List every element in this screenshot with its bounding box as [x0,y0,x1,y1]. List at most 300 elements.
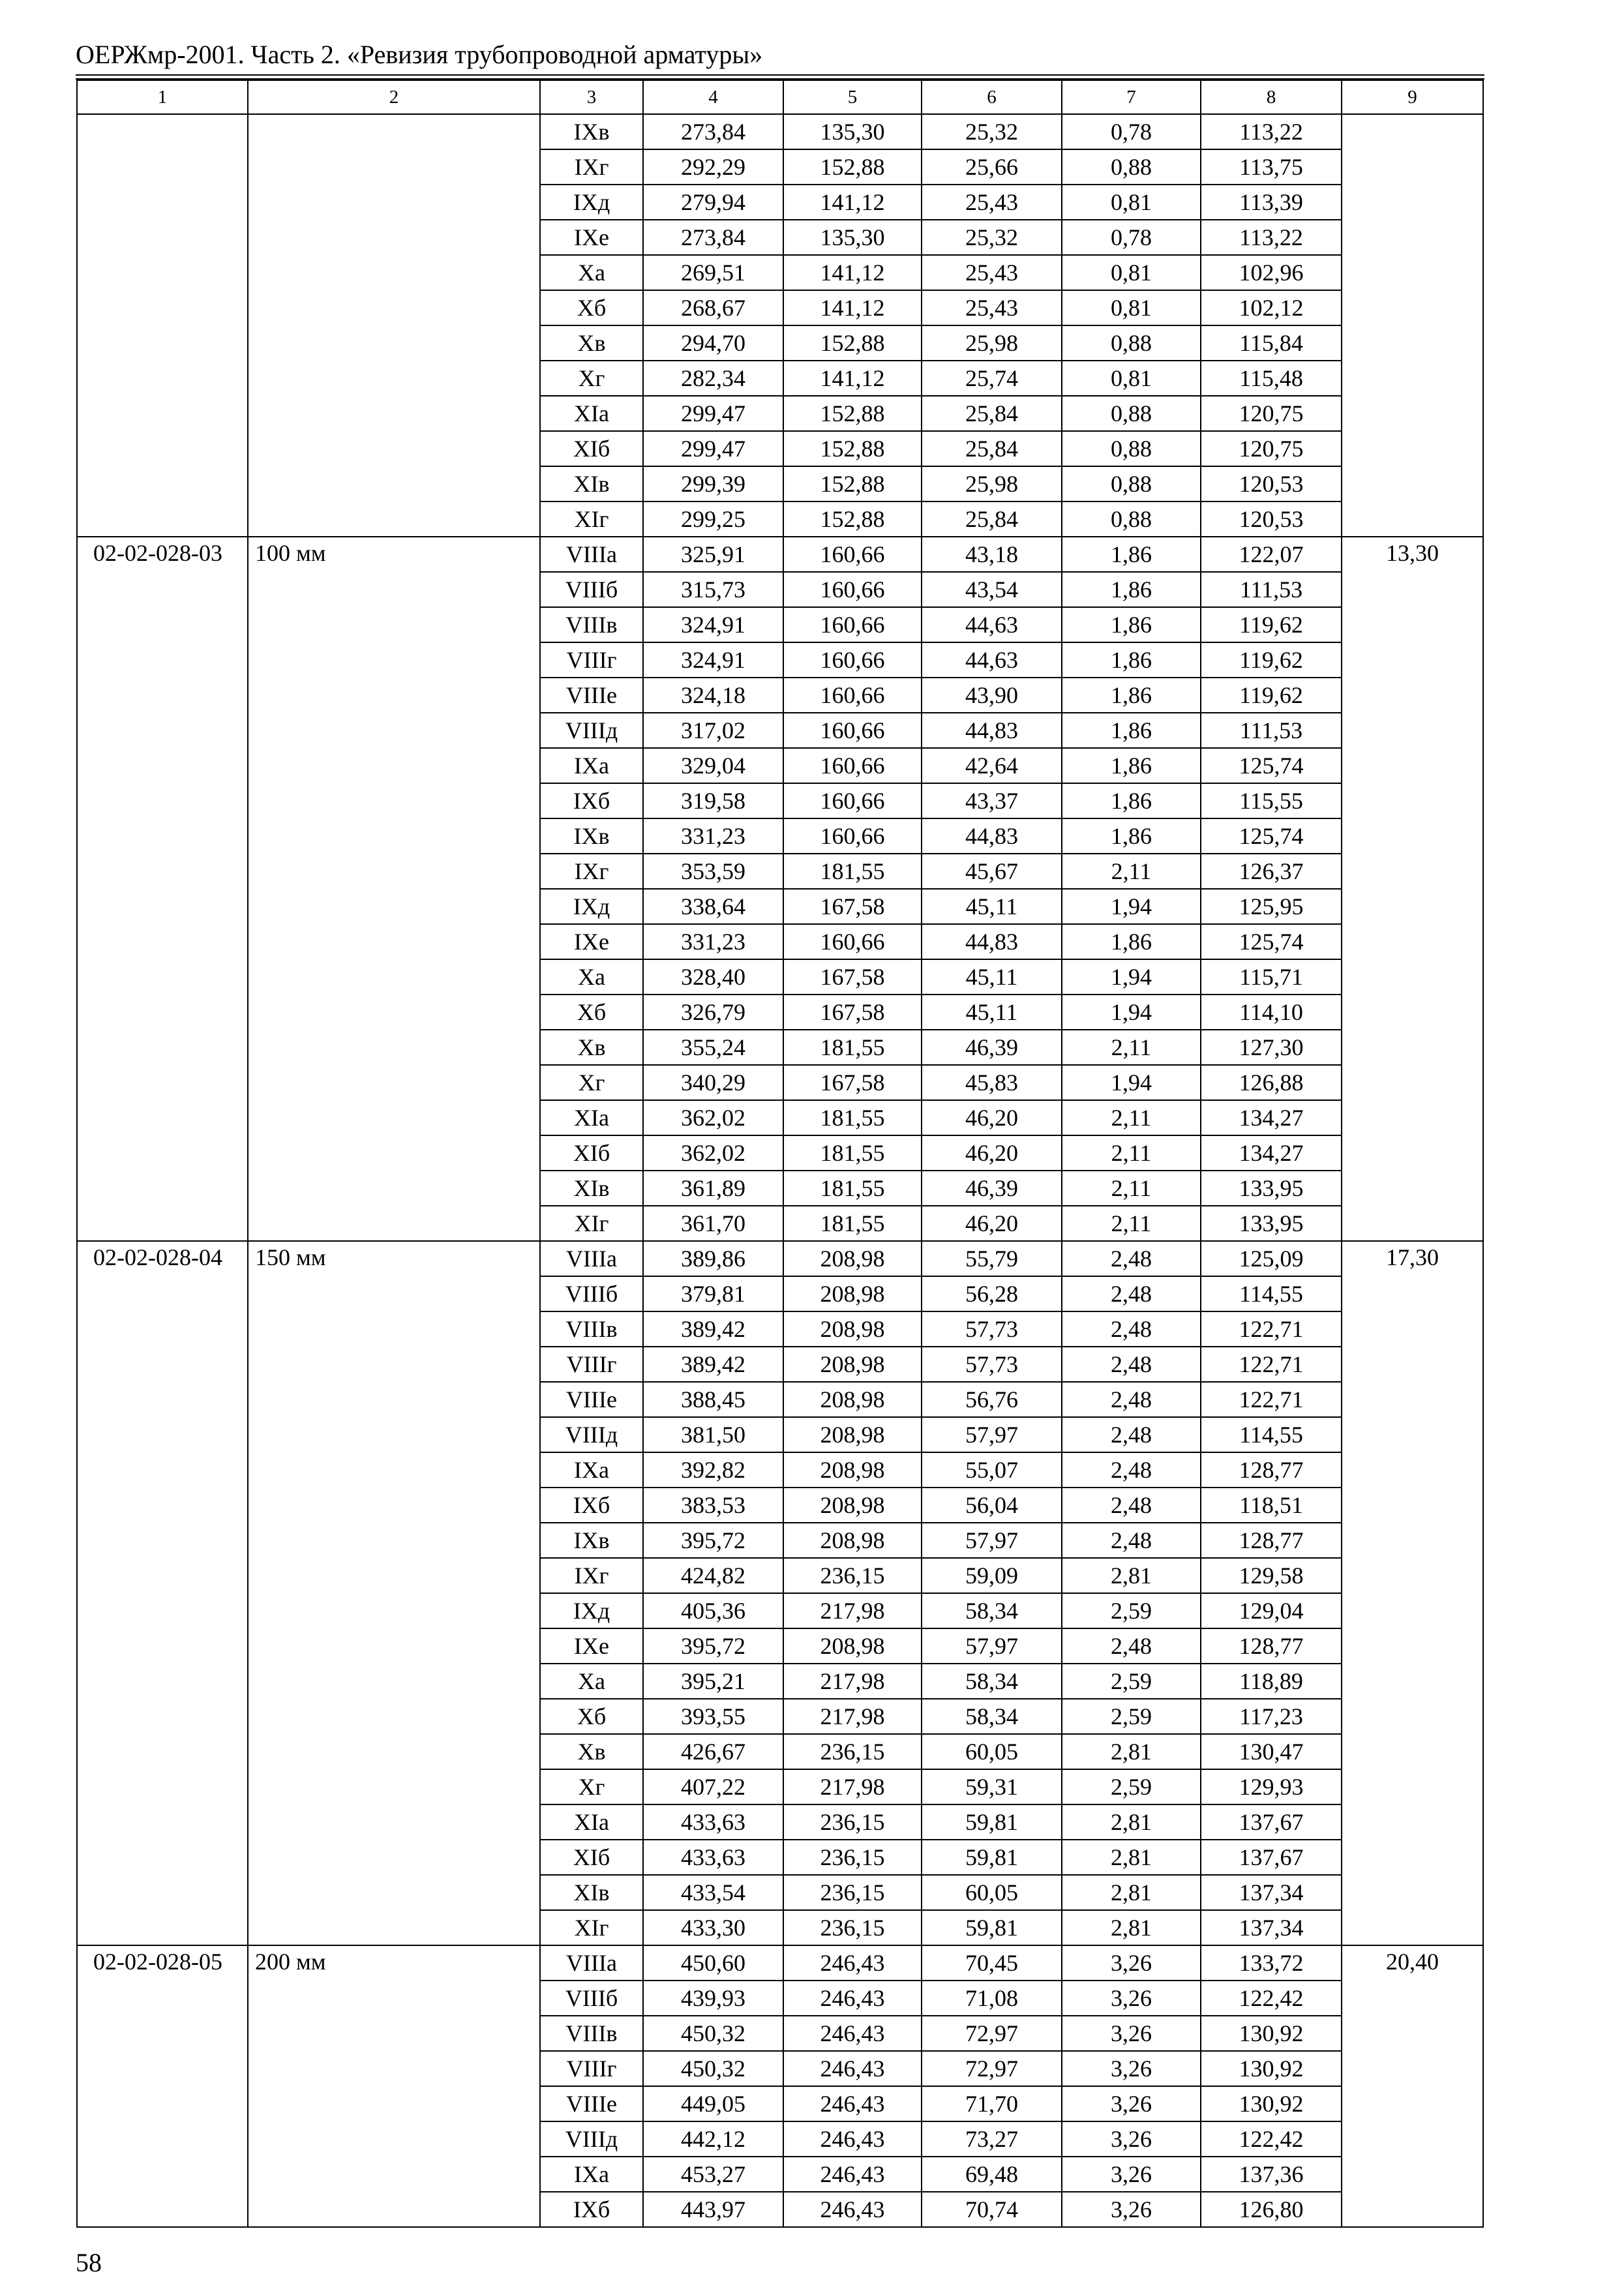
zone-cell: VIIIе [540,2086,643,2121]
zone-cell: IXд [540,185,643,220]
zone-cell: IXв [540,114,643,149]
value-cell-col4: 439,93 [643,1981,783,2016]
page-number: 58 [76,2248,102,2277]
value-cell-col8: 120,53 [1201,501,1342,537]
value-cell-col8: 130,92 [1201,2051,1342,2086]
column-number-7: 7 [1062,80,1201,114]
value-cell-col4: 426,67 [643,1734,783,1769]
value-cell-col6: 45,67 [922,854,1062,889]
value-cell-col6: 45,11 [922,995,1062,1030]
value-cell-col8: 137,34 [1201,1875,1342,1910]
value-cell-col4: 324,91 [643,607,783,642]
value-cell-col8: 134,27 [1201,1100,1342,1135]
diameter-cell: 200 мм [248,1945,540,2227]
value-cell-col6: 46,39 [922,1171,1062,1206]
value-cell-col8: 125,09 [1201,1241,1342,1276]
value-cell-col8: 122,71 [1201,1382,1342,1417]
zone-cell: IXд [540,1593,643,1628]
value-cell-col7: 1,86 [1062,572,1201,607]
zone-cell: XIв [540,1171,643,1206]
value-cell-col5: 246,43 [783,2016,922,2051]
value-cell-col6: 25,84 [922,396,1062,431]
value-cell-col8: 113,39 [1201,185,1342,220]
value-cell-col7: 3,26 [1062,2192,1201,2227]
value-cell-col7: 1,86 [1062,607,1201,642]
value-cell-col8: 128,77 [1201,1628,1342,1664]
value-cell-col5: 208,98 [783,1241,922,1276]
value-cell-col8: 120,75 [1201,431,1342,466]
diameter-cell [248,114,540,537]
zone-cell: Xа [540,959,643,995]
zone-cell: IXб [540,1488,643,1523]
value-cell-col6: 42,64 [922,748,1062,783]
value-cell-col5: 160,66 [783,607,922,642]
value-cell-col8: 122,42 [1201,1981,1342,2016]
zone-cell: Xа [540,1664,643,1699]
diameter-cell: 100 мм [248,537,540,1241]
value-cell-col6: 58,34 [922,1593,1062,1628]
value-cell-col4: 326,79 [643,995,783,1030]
value-cell-col5: 181,55 [783,1135,922,1171]
header-rule [76,74,1484,76]
value-cell-col4: 379,81 [643,1276,783,1311]
value-cell-col4: 273,84 [643,220,783,255]
zone-cell: XIа [540,396,643,431]
table-row [77,537,1483,572]
zone-cell: Xб [540,995,643,1030]
value-cell-col8: 114,55 [1201,1417,1342,1452]
value-cell-col8: 133,72 [1201,1945,1342,1981]
value-cell-col8: 133,95 [1201,1171,1342,1206]
value-cell-col7: 3,26 [1062,2086,1201,2121]
zone-cell: XIв [540,1875,643,1910]
value-cell-col5: 217,98 [783,1769,922,1804]
value-cell-col4: 292,29 [643,149,783,185]
zone-cell: IXд [540,889,643,924]
value-cell-col4: 450,32 [643,2051,783,2086]
value-cell-col7: 2,48 [1062,1311,1201,1347]
value-cell-col5: 167,58 [783,1065,922,1100]
value-cell-col4: 361,89 [643,1171,783,1206]
value-cell-col8: 114,10 [1201,995,1342,1030]
zone-cell: IXв [540,1523,643,1558]
column-number-row [77,80,1483,114]
value-cell-col4: 362,02 [643,1100,783,1135]
value-cell-col7: 1,86 [1062,748,1201,783]
value-cell-col6: 70,74 [922,2192,1062,2227]
value-cell-col6: 44,83 [922,713,1062,748]
value-cell-col8: 137,34 [1201,1910,1342,1945]
value-cell-col5: 141,12 [783,290,922,325]
value-cell-col4: 433,63 [643,1840,783,1875]
value-cell-col5: 152,88 [783,149,922,185]
value-cell-col6: 72,97 [922,2051,1062,2086]
value-cell-col4: 315,73 [643,572,783,607]
value-cell-col4: 383,53 [643,1488,783,1523]
value-cell-col5: 246,43 [783,1981,922,2016]
value-cell-col8: 122,71 [1201,1347,1342,1382]
value-cell-col6: 43,90 [922,678,1062,713]
value-cell-col4: 442,12 [643,2121,783,2157]
rate-code-cell: 02-02-028-05 [77,1945,248,2227]
value-cell-col6: 73,27 [922,2121,1062,2157]
value-cell-col5: 135,30 [783,220,922,255]
value-cell-col7: 2,81 [1062,1804,1201,1840]
value-cell-col8: 129,04 [1201,1593,1342,1628]
value-cell-col7: 1,86 [1062,783,1201,818]
value-cell-col8: 137,67 [1201,1804,1342,1840]
value-cell-col5: 141,12 [783,185,922,220]
table-body [77,114,1483,2227]
value-cell-col4: 324,91 [643,642,783,678]
value-cell-col6: 25,98 [922,325,1062,361]
zone-cell: IXа [540,1452,643,1488]
zone-cell: IXг [540,1558,643,1593]
value-cell-col7: 0,78 [1062,114,1201,149]
value-cell-col4: 395,72 [643,1628,783,1664]
value-cell-col8: 120,53 [1201,466,1342,501]
value-cell-col8: 130,47 [1201,1734,1342,1769]
value-cell-col7: 1,86 [1062,678,1201,713]
value-cell-col6: 71,08 [922,1981,1062,2016]
zone-cell: XIб [540,431,643,466]
value-cell-col6: 43,18 [922,537,1062,572]
value-cell-col4: 353,59 [643,854,783,889]
value-cell-col8: 133,95 [1201,1206,1342,1241]
value-cell-col4: 338,64 [643,889,783,924]
document-header-title: ОЕРЖмр-2001. Часть 2. «Ревизия трубопроводной арматуры» [76,40,763,69]
value-cell-col7: 1,86 [1062,924,1201,959]
zone-cell: XIа [540,1804,643,1840]
value-cell-col5: 236,15 [783,1558,922,1593]
value-cell-col7: 3,26 [1062,2051,1201,2086]
value-cell-col4: 389,86 [643,1241,783,1276]
value-cell-col5: 236,15 [783,1840,922,1875]
value-cell-col5: 167,58 [783,889,922,924]
value-cell-col7: 0,88 [1062,325,1201,361]
value-cell-col5: 152,88 [783,466,922,501]
value-cell-col8: 137,36 [1201,2157,1342,2192]
value-cell-col4: 453,27 [643,2157,783,2192]
zone-cell: VIIIв [540,607,643,642]
zone-cell: VIIIв [540,2016,643,2051]
value-cell-col5: 208,98 [783,1311,922,1347]
value-cell-col6: 60,05 [922,1875,1062,1910]
value-cell-col8: 115,55 [1201,783,1342,818]
value-cell-col5: 160,66 [783,678,922,713]
column-number-5: 5 [783,80,922,114]
zone-cell: VIIIб [540,572,643,607]
zone-cell: XIб [540,1135,643,1171]
value-cell-col7: 1,94 [1062,889,1201,924]
value-cell-col4: 331,23 [643,818,783,854]
value-cell-col4: 269,51 [643,255,783,290]
value-cell-col5: 208,98 [783,1276,922,1311]
value-cell-col8: 120,75 [1201,396,1342,431]
value-cell-col4: 389,42 [643,1347,783,1382]
zone-cell: XIг [540,501,643,537]
value-cell-col7: 1,86 [1062,713,1201,748]
value-cell-col4: 299,25 [643,501,783,537]
column-9-value-cell: 17,30 [1342,1241,1483,1945]
value-cell-col4: 395,72 [643,1523,783,1558]
zone-cell: Xв [540,1734,643,1769]
value-cell-col7: 2,59 [1062,1699,1201,1734]
value-cell-col8: 119,62 [1201,607,1342,642]
value-cell-col8: 129,93 [1201,1769,1342,1804]
value-cell-col7: 0,81 [1062,255,1201,290]
value-cell-col8: 113,75 [1201,149,1342,185]
value-cell-col6: 25,84 [922,431,1062,466]
value-cell-col6: 46,20 [922,1100,1062,1135]
value-cell-col7: 2,81 [1062,1558,1201,1593]
value-cell-col7: 2,11 [1062,1135,1201,1171]
value-cell-col8: 118,89 [1201,1664,1342,1699]
zone-cell: VIIIд [540,713,643,748]
zone-cell: VIIIг [540,2051,643,2086]
value-cell-col4: 449,05 [643,2086,783,2121]
value-cell-col7: 1,86 [1062,642,1201,678]
value-cell-col5: 208,98 [783,1382,922,1417]
value-cell-col7: 2,11 [1062,1030,1201,1065]
value-cell-col8: 125,74 [1201,748,1342,783]
value-cell-col8: 114,55 [1201,1276,1342,1311]
value-cell-col7: 2,81 [1062,1734,1201,1769]
value-cell-col8: 128,77 [1201,1452,1342,1488]
value-cell-col6: 25,98 [922,466,1062,501]
value-cell-col5: 160,66 [783,572,922,607]
value-cell-col5: 217,98 [783,1593,922,1628]
value-cell-col7: 1,94 [1062,1065,1201,1100]
value-cell-col5: 160,66 [783,924,922,959]
value-cell-col4: 389,42 [643,1311,783,1347]
zone-cell: VIIIб [540,1981,643,2016]
zone-cell: VIIIб [540,1276,643,1311]
value-cell-col5: 236,15 [783,1734,922,1769]
value-cell-col5: 160,66 [783,642,922,678]
zone-cell: VIIIе [540,1382,643,1417]
value-cell-col5: 152,88 [783,501,922,537]
zone-cell: Xг [540,1769,643,1804]
value-cell-col6: 43,37 [922,783,1062,818]
column-number-2: 2 [248,80,540,114]
value-cell-col5: 160,66 [783,537,922,572]
value-cell-col4: 393,55 [643,1699,783,1734]
value-cell-col7: 3,26 [1062,2157,1201,2192]
value-cell-col4: 450,60 [643,1945,783,1981]
value-cell-col4: 324,18 [643,678,783,713]
value-cell-col5: 152,88 [783,431,922,466]
value-cell-col7: 2,81 [1062,1910,1201,1945]
zone-cell: VIIIг [540,1347,643,1382]
value-cell-col4: 331,23 [643,924,783,959]
value-cell-col5: 246,43 [783,2121,922,2157]
value-cell-col6: 44,63 [922,642,1062,678]
value-cell-col5: 236,15 [783,1875,922,1910]
value-cell-col8: 122,42 [1201,2121,1342,2157]
value-cell-col5: 181,55 [783,1100,922,1135]
value-cell-col6: 46,20 [922,1206,1062,1241]
value-cell-col5: 208,98 [783,1347,922,1382]
column-number-9: 9 [1342,80,1483,114]
value-cell-col7: 0,88 [1062,149,1201,185]
value-cell-col7: 0,88 [1062,466,1201,501]
value-cell-col5: 217,98 [783,1699,922,1734]
rate-code-cell: 02-02-028-04 [77,1241,248,1945]
value-cell-col8: 115,48 [1201,361,1342,396]
value-cell-col4: 361,70 [643,1206,783,1241]
value-cell-col6: 25,32 [922,220,1062,255]
value-cell-col5: 217,98 [783,1664,922,1699]
zone-cell: IXа [540,748,643,783]
value-cell-col6: 25,74 [922,361,1062,396]
zone-cell: Xб [540,290,643,325]
value-cell-col5: 208,98 [783,1628,922,1664]
value-cell-col4: 433,63 [643,1804,783,1840]
zone-cell: VIIIв [540,1311,643,1347]
value-cell-col4: 294,70 [643,325,783,361]
rate-code-cell [77,114,248,537]
value-cell-col6: 25,84 [922,501,1062,537]
value-cell-col6: 72,97 [922,2016,1062,2051]
value-cell-col6: 57,73 [922,1347,1062,1382]
value-cell-col6: 43,54 [922,572,1062,607]
value-cell-col5: 181,55 [783,1206,922,1241]
value-cell-col7: 2,48 [1062,1347,1201,1382]
value-cell-col6: 71,70 [922,2086,1062,2121]
value-cell-col4: 340,29 [643,1065,783,1100]
value-cell-col7: 0,88 [1062,501,1201,537]
value-cell-col7: 0,81 [1062,290,1201,325]
zone-cell: IXб [540,783,643,818]
value-cell-col4: 388,45 [643,1382,783,1417]
value-cell-col6: 57,73 [922,1311,1062,1347]
value-cell-col6: 44,83 [922,924,1062,959]
value-cell-col7: 2,81 [1062,1840,1201,1875]
zone-cell: XIв [540,466,643,501]
value-cell-col5: 246,43 [783,2192,922,2227]
value-cell-col6: 46,20 [922,1135,1062,1171]
value-cell-col6: 59,81 [922,1910,1062,1945]
zone-cell: VIIIд [540,1417,643,1452]
zone-cell: IXе [540,220,643,255]
value-cell-col6: 45,11 [922,889,1062,924]
value-cell-col8: 130,92 [1201,2086,1342,2121]
column-9-value-cell [1342,114,1483,537]
value-cell-col4: 299,39 [643,466,783,501]
value-cell-col8: 130,92 [1201,2016,1342,2051]
value-cell-col5: 236,15 [783,1804,922,1840]
value-cell-col6: 25,66 [922,149,1062,185]
zone-cell: Xв [540,325,643,361]
value-cell-col5: 160,66 [783,713,922,748]
value-cell-col5: 181,55 [783,1030,922,1065]
value-cell-col8: 118,51 [1201,1488,1342,1523]
value-cell-col7: 2,48 [1062,1382,1201,1417]
value-cell-col7: 2,59 [1062,1769,1201,1804]
zone-cell: XIа [540,1100,643,1135]
value-cell-col7: 3,26 [1062,2121,1201,2157]
value-cell-col6: 58,34 [922,1664,1062,1699]
value-cell-col7: 0,78 [1062,220,1201,255]
value-cell-col5: 167,58 [783,959,922,995]
zone-cell: XIг [540,1910,643,1945]
zone-cell: VIIIд [540,2121,643,2157]
value-cell-col5: 181,55 [783,1171,922,1206]
value-cell-col8: 119,62 [1201,678,1342,713]
value-cell-col5: 141,12 [783,361,922,396]
value-cell-col6: 56,28 [922,1276,1062,1311]
column-number-3: 3 [540,80,643,114]
value-cell-col8: 115,84 [1201,325,1342,361]
value-cell-col8: 119,62 [1201,642,1342,678]
value-cell-col6: 44,83 [922,818,1062,854]
value-cell-col8: 111,53 [1201,572,1342,607]
zone-cell: Xг [540,1065,643,1100]
zone-cell: IXе [540,924,643,959]
value-cell-col8: 126,37 [1201,854,1342,889]
value-cell-col6: 56,04 [922,1488,1062,1523]
value-cell-col5: 208,98 [783,1488,922,1523]
value-cell-col6: 45,11 [922,959,1062,995]
value-cell-col8: 125,74 [1201,924,1342,959]
zone-cell: IXв [540,818,643,854]
column-9-value-cell: 13,30 [1342,537,1483,1241]
value-cell-col4: 355,24 [643,1030,783,1065]
value-cell-col7: 2,48 [1062,1628,1201,1664]
value-cell-col6: 57,97 [922,1523,1062,1558]
value-cell-col5: 181,55 [783,854,922,889]
value-cell-col7: 2,59 [1062,1593,1201,1628]
value-cell-col7: 0,88 [1062,431,1201,466]
value-cell-col4: 407,22 [643,1769,783,1804]
value-cell-col4: 299,47 [643,431,783,466]
value-cell-col4: 392,82 [643,1452,783,1488]
value-cell-col4: 317,02 [643,713,783,748]
value-cell-col8: 129,58 [1201,1558,1342,1593]
value-cell-col7: 1,86 [1062,537,1201,572]
value-cell-col5: 236,15 [783,1910,922,1945]
value-cell-col5: 208,98 [783,1452,922,1488]
zone-cell: VIIIа [540,1241,643,1276]
value-cell-col4: 450,32 [643,2016,783,2051]
zone-cell: VIIIг [540,642,643,678]
value-cell-col8: 126,80 [1201,2192,1342,2227]
value-cell-col6: 60,05 [922,1734,1062,1769]
value-cell-col6: 59,81 [922,1804,1062,1840]
value-cell-col8: 134,27 [1201,1135,1342,1171]
value-cell-col7: 2,48 [1062,1241,1201,1276]
table-row [77,1945,1483,1981]
value-cell-col4: 329,04 [643,748,783,783]
value-cell-col5: 141,12 [783,255,922,290]
value-cell-col6: 46,39 [922,1030,1062,1065]
value-cell-col5: 152,88 [783,396,922,431]
zone-cell: IXб [540,2192,643,2227]
value-cell-col5: 167,58 [783,995,922,1030]
zone-cell: IXа [540,2157,643,2192]
zone-cell: IXг [540,854,643,889]
value-cell-col6: 59,31 [922,1769,1062,1804]
value-cell-col5: 208,98 [783,1417,922,1452]
value-cell-col7: 2,48 [1062,1452,1201,1488]
value-cell-col4: 362,02 [643,1135,783,1171]
column-number-6: 6 [922,80,1062,114]
value-cell-col6: 57,97 [922,1628,1062,1664]
value-cell-col6: 56,76 [922,1382,1062,1417]
value-cell-col6: 57,97 [922,1417,1062,1452]
zone-cell: XIб [540,1840,643,1875]
